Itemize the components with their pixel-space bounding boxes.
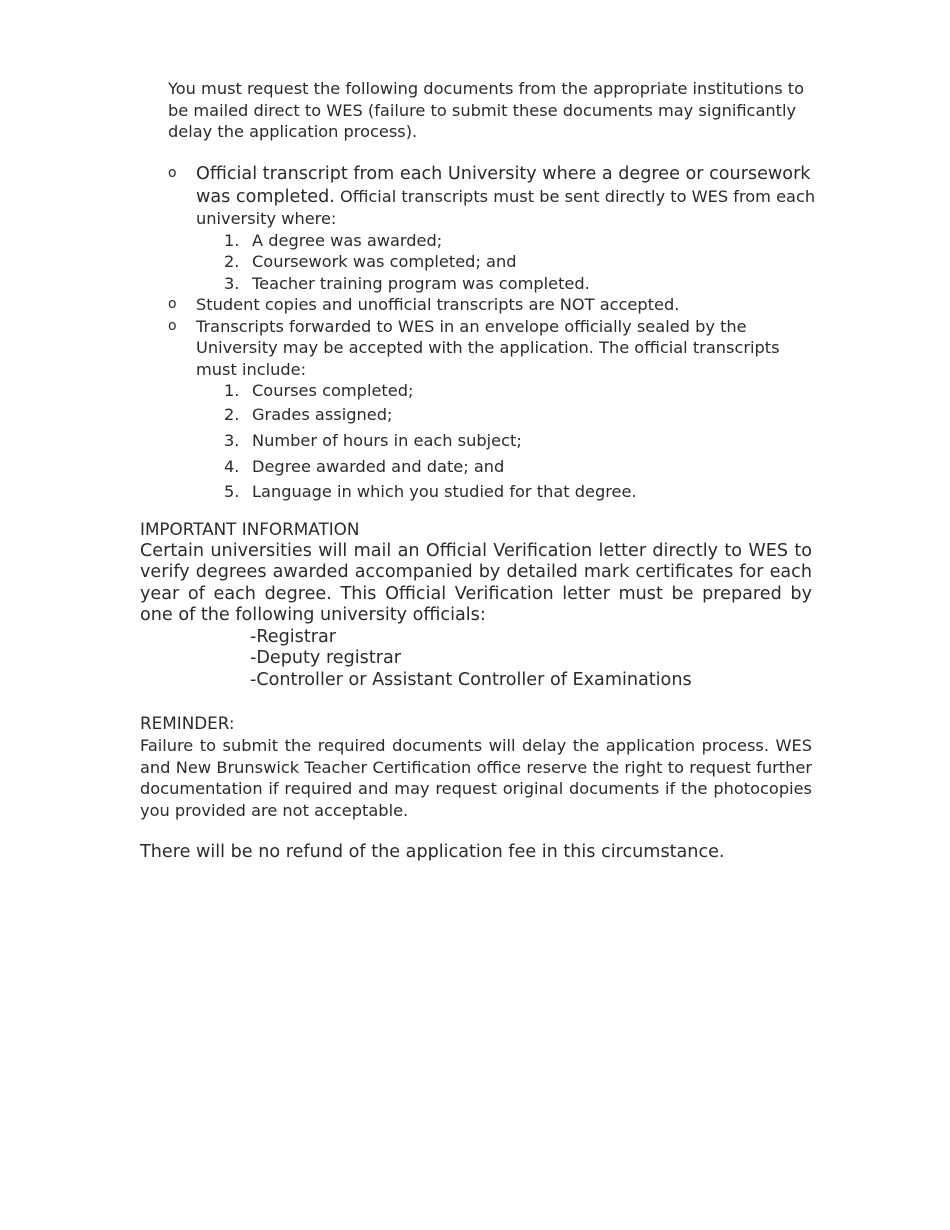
- list-number: 1.: [224, 381, 240, 400]
- list-item: [196, 380, 818, 402]
- list-item: [168, 316, 818, 503]
- list-item: -Deputy registrar: [250, 648, 401, 668]
- requirements-list: [168, 163, 818, 502]
- list-number: 1.: [224, 230, 240, 250]
- list-item: -Registrar: [250, 626, 336, 647]
- list-number: 2.: [224, 252, 240, 271]
- transcript-contents-list: [196, 380, 818, 502]
- list-item: [168, 294, 818, 316]
- requirement-text: Student copies and unofficial transcripts are NOT accepted.: [196, 295, 680, 314]
- list-item-text: Grades assigned;: [252, 404, 393, 424]
- list-item: [196, 273, 818, 295]
- degree-conditions-list: [196, 230, 818, 295]
- circle-bullet-icon: o: [168, 317, 177, 334]
- circle-bullet-icon: o: [168, 296, 177, 312]
- list-item: [196, 454, 818, 480]
- list-item: [196, 428, 818, 454]
- list-item: [196, 402, 818, 428]
- requirement-text: Official transcripts must be sent directly to WES from each university where:: [196, 186, 816, 228]
- list-item: [168, 163, 818, 294]
- list-item: [196, 481, 818, 503]
- reminder-section: [140, 712, 812, 821]
- list-item-text: Degree awarded and date; and: [252, 456, 505, 476]
- list-number: 3.: [224, 273, 240, 293]
- reminder-body: Failure to submit the required documents will delay the application process. WES and New Brunswick Teacher Certification office reserve the right to request further documentation if required and may request original documents if the photocopies you provided are not acceptable.: [140, 736, 812, 820]
- officials-list: [140, 627, 812, 692]
- important-body: Certain universities will mail an Official Verification letter directly to WES to verify degrees awarded accompanied by detailed mark certificates for each year of each degree. This Official Verification letter must be prepared by one of the following university officials:: [140, 540, 812, 625]
- list-item-text: A degree was awarded;: [252, 230, 443, 250]
- reminder-heading: REMINDER:: [140, 713, 235, 733]
- list-item-text: Teacher training program was completed.: [252, 273, 590, 293]
- list-number: 2.: [224, 404, 240, 424]
- requirement-text: Transcripts forwarded to WES in an envelope officially sealed by the University may be accepted with the application. The official transcripts must include:: [196, 316, 780, 379]
- list-item: [196, 251, 818, 273]
- intro-paragraph: You must request the following documents from the appropriate institutions to be mailed direct to WES (failure to submit these documents may significantly delay the application process).: [168, 79, 805, 141]
- list-item-text: Language in which you studied for that degree.: [252, 481, 637, 501]
- list-number: 3.: [224, 430, 240, 450]
- list-number: 4.: [224, 456, 240, 476]
- requirement-lead: Official transcript from each University where a degree or coursework was completed.: [196, 164, 811, 207]
- list-item-text: Coursework was completed; and: [252, 252, 517, 271]
- list-item: -Controller or Assistant Controller of Examinations: [250, 669, 692, 690]
- circle-bullet-icon: o: [168, 165, 177, 181]
- list-item-text: Number of hours in each subject;: [252, 430, 522, 450]
- list-item-text: Courses completed;: [252, 381, 414, 400]
- refund-note: There will be no refund of the application fee in this circumstance.: [140, 842, 725, 862]
- important-heading: IMPORTANT INFORMATION: [140, 519, 360, 539]
- important-information-section: [140, 519, 812, 691]
- list-number: 5.: [224, 481, 240, 501]
- list-item: [196, 230, 818, 252]
